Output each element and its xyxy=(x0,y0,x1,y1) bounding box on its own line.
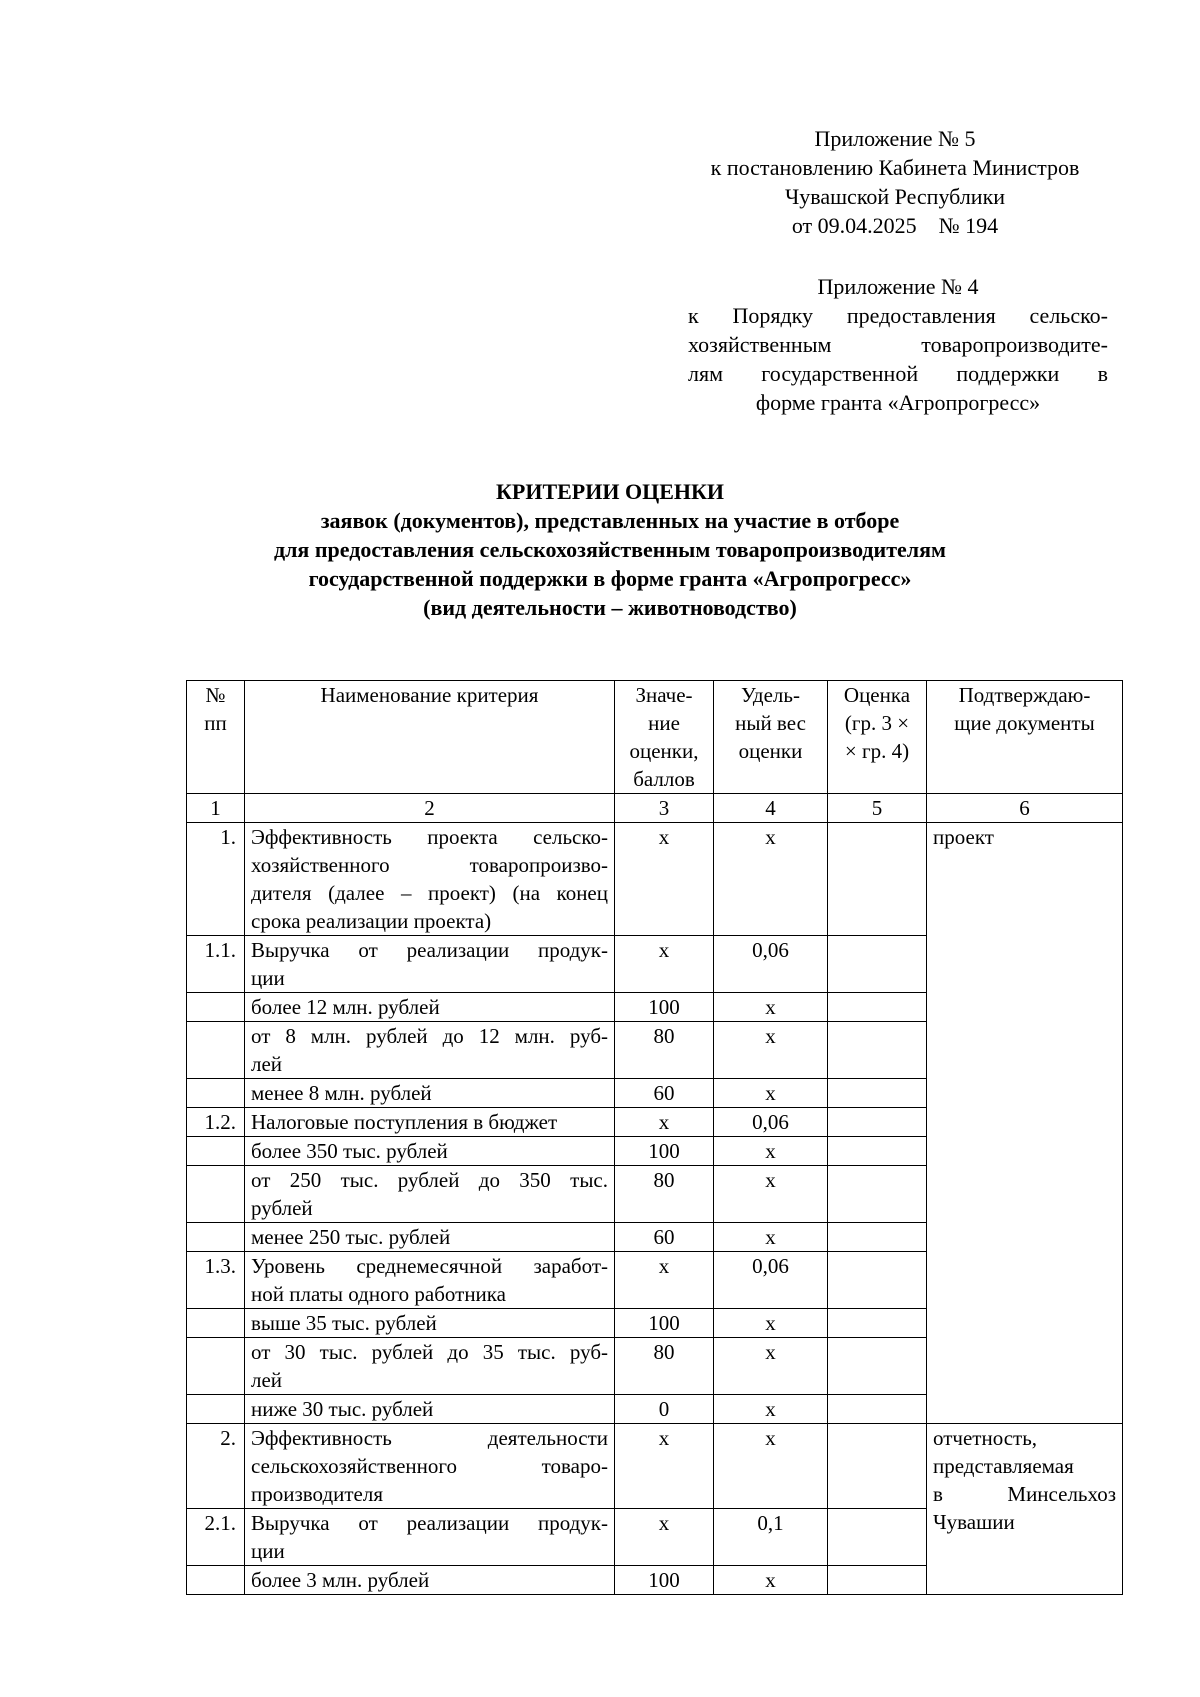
criterion-name-line: ции xyxy=(251,966,285,990)
row-number xyxy=(187,1022,245,1079)
supporting-documents-line: в Минсельхоз xyxy=(933,1482,1116,1506)
criterion-name xyxy=(245,1252,615,1309)
criterion-name xyxy=(245,1509,615,1566)
criterion-name xyxy=(245,823,615,936)
criterion-weight: 0,06 xyxy=(714,1252,828,1309)
header-text: оценки, xyxy=(629,739,699,763)
header-text: пп xyxy=(204,711,227,735)
header-text: оценки xyxy=(738,739,803,763)
appendix-4-line: хозяйственным товаропроизводите- xyxy=(688,332,1108,357)
header-text: № xyxy=(205,683,226,707)
criterion-weight: х xyxy=(714,1566,828,1595)
criterion-value: х xyxy=(615,1252,714,1309)
criterion-name-line: срока реализации проекта) xyxy=(251,909,492,933)
criterion-name-line: Эффективность проекта сельско- xyxy=(251,825,608,849)
criterion-name xyxy=(245,1223,615,1252)
criterion-name-line: лей xyxy=(251,1052,283,1076)
criterion-value: 80 xyxy=(615,1022,714,1079)
document-title xyxy=(160,477,1060,622)
criterion-value: х xyxy=(615,1424,714,1509)
row-number xyxy=(187,1137,245,1166)
criterion-name xyxy=(245,1338,615,1395)
criterion-name-line: более 12 млн. рублей xyxy=(251,995,440,1019)
header-text: (гр. 3 × xyxy=(844,711,910,735)
title-line: (вид деятельности – животноводство) xyxy=(423,595,797,620)
column-number: 6 xyxy=(927,794,1123,823)
header-text: баллов xyxy=(633,767,695,791)
criterion-name xyxy=(245,1079,615,1108)
criteria-table xyxy=(186,680,1123,1595)
header-name: Наименование критерия xyxy=(245,681,615,794)
criterion-weight: 0,1 xyxy=(714,1509,828,1566)
supporting-documents xyxy=(927,1424,1123,1595)
criterion-weight: х xyxy=(714,1424,828,1509)
criterion-weight: 0,06 xyxy=(714,936,828,993)
criterion-value: 100 xyxy=(615,1137,714,1166)
criterion-value: 100 xyxy=(615,1309,714,1338)
criterion-score xyxy=(828,1079,927,1108)
criterion-name xyxy=(245,1166,615,1223)
criterion-weight: х xyxy=(714,1022,828,1079)
criterion-value: 0 xyxy=(615,1395,714,1424)
criterion-name-line: менее 250 тыс. рублей xyxy=(251,1225,451,1249)
title-line: заявок (документов), представленных на участие в отборе xyxy=(320,508,900,533)
header-score xyxy=(828,681,927,794)
criterion-score xyxy=(828,1424,927,1509)
criterion-name-line: Уровень среднемесячной заработ- xyxy=(251,1254,608,1278)
criterion-score xyxy=(828,1338,927,1395)
supporting-documents-line: отчетность, xyxy=(933,1426,1038,1450)
row-number: 1. xyxy=(187,823,245,936)
row-number xyxy=(187,1166,245,1223)
criterion-score xyxy=(828,1137,927,1166)
appendix-4-line: к Порядку предоставления сельско- xyxy=(688,303,1108,328)
row-number xyxy=(187,1395,245,1424)
criterion-name xyxy=(245,1309,615,1338)
criterion-name xyxy=(245,1137,615,1166)
criterion-name xyxy=(245,993,615,1022)
column-number: 5 xyxy=(828,794,927,823)
column-number: 2 xyxy=(245,794,615,823)
header-value xyxy=(615,681,714,794)
column-number: 1 xyxy=(187,794,245,823)
row-number: 1.1. xyxy=(187,936,245,993)
criterion-value: 80 xyxy=(615,1338,714,1395)
criterion-name-line: от 30 тыс. рублей до 35 тыс. руб- xyxy=(251,1340,608,1364)
criterion-score xyxy=(828,1509,927,1566)
criterion-name xyxy=(245,1022,615,1079)
criterion-score xyxy=(828,936,927,993)
row-number xyxy=(187,993,245,1022)
header-text: ние xyxy=(648,711,680,735)
criterion-name-line: ции xyxy=(251,1539,285,1563)
criterion-name-line: Выручка от реализации продук- xyxy=(251,938,608,962)
criterion-value: 100 xyxy=(615,993,714,1022)
criterion-score xyxy=(828,1022,927,1079)
criterion-weight: х xyxy=(714,1395,828,1424)
criterion-weight: х xyxy=(714,1079,828,1108)
criterion-name-line: ниже 30 тыс. рублей xyxy=(251,1397,434,1421)
criterion-name xyxy=(245,1395,615,1424)
criterion-name-line: дителя (далее – проект) (на конец xyxy=(251,881,608,905)
appendix-4-line: Приложение № 4 xyxy=(817,274,979,299)
criterion-name-line: лей xyxy=(251,1368,283,1392)
criterion-weight: х xyxy=(714,993,828,1022)
row-number: 2. xyxy=(187,1424,245,1509)
criterion-name xyxy=(245,1108,615,1137)
criterion-score xyxy=(828,1309,927,1338)
criterion-value: х xyxy=(615,936,714,993)
criterion-name xyxy=(245,936,615,993)
criterion-weight: х xyxy=(714,1166,828,1223)
header-text: Значе- xyxy=(635,683,693,707)
row-number xyxy=(187,1309,245,1338)
criterion-name-line: от 8 млн. рублей до 12 млн. руб- xyxy=(251,1024,608,1048)
criterion-name-line: более 350 тыс. рублей xyxy=(251,1139,448,1163)
criterion-name xyxy=(245,1566,615,1595)
header-weight xyxy=(714,681,828,794)
criterion-score xyxy=(828,1223,927,1252)
table-row xyxy=(187,823,1123,936)
header-text: Удель- xyxy=(741,683,800,707)
row-number xyxy=(187,1566,245,1595)
criterion-weight: х xyxy=(714,1338,828,1395)
header-text: Подтверждаю- xyxy=(958,683,1091,707)
column-number-row xyxy=(187,794,1123,823)
table-row xyxy=(187,1424,1123,1509)
appendix-4-header xyxy=(688,272,1108,417)
title-line: государственной поддержки в форме гранта «Агропрогресс» xyxy=(308,566,912,591)
criterion-score xyxy=(828,1252,927,1309)
column-number: 4 xyxy=(714,794,828,823)
criterion-score xyxy=(828,1166,927,1223)
criterion-name-line: хозяйственного товаропроизво- xyxy=(251,853,608,877)
criterion-value: х xyxy=(615,1108,714,1137)
criterion-score xyxy=(828,1566,927,1595)
supporting-documents-line: Чувашии xyxy=(933,1510,1015,1534)
row-number xyxy=(187,1338,245,1395)
appendix-5-line: Чувашской Республики xyxy=(784,184,1006,209)
criterion-score xyxy=(828,823,927,936)
header-text: × гр. 4) xyxy=(844,739,910,763)
criterion-score xyxy=(828,993,927,1022)
header-num xyxy=(187,681,245,794)
criterion-name-line: от 250 тыс. рублей до 350 тыс. xyxy=(251,1168,608,1192)
header-text: ный вес xyxy=(735,711,806,735)
supporting-documents: проект xyxy=(927,823,1123,1424)
criterion-value: х xyxy=(615,1509,714,1566)
criterion-name-line: ной платы одного работника xyxy=(251,1282,507,1306)
criterion-name-line: производителя xyxy=(251,1482,383,1506)
criterion-weight: 0,06 xyxy=(714,1108,828,1137)
table-header-row xyxy=(187,681,1123,794)
criterion-value: 80 xyxy=(615,1166,714,1223)
column-number: 3 xyxy=(615,794,714,823)
criterion-value: 60 xyxy=(615,1079,714,1108)
row-number xyxy=(187,1223,245,1252)
criterion-name-line: Выручка от реализации продук- xyxy=(251,1511,608,1535)
criterion-value: 100 xyxy=(615,1566,714,1595)
header-docs xyxy=(927,681,1123,794)
row-number xyxy=(187,1079,245,1108)
criterion-name-line: более 3 млн. рублей xyxy=(251,1568,430,1592)
header-text: Оценка xyxy=(843,683,911,707)
criterion-name-line: рублей xyxy=(251,1196,313,1220)
supporting-documents-line: представляемая xyxy=(933,1454,1074,1478)
criterion-weight: х xyxy=(714,823,828,936)
criterion-weight: х xyxy=(714,1309,828,1338)
criterion-value: х xyxy=(615,823,714,936)
appendix-5-line: Приложение № 5 xyxy=(814,126,976,151)
row-number: 1.3. xyxy=(187,1252,245,1309)
criterion-score xyxy=(828,1108,927,1137)
criterion-weight: х xyxy=(714,1137,828,1166)
appendix-5-header xyxy=(660,124,1130,240)
criterion-value: 60 xyxy=(615,1223,714,1252)
criterion-name-line: Налоговые поступления в бюджет xyxy=(251,1110,558,1134)
criterion-score xyxy=(828,1395,927,1424)
criterion-name-line: менее 8 млн. рублей xyxy=(251,1081,432,1105)
criterion-name-line: Эффективность деятельности xyxy=(251,1426,608,1450)
criterion-weight: х xyxy=(714,1223,828,1252)
appendix-5-line: к постановлению Кабинета Министров xyxy=(710,155,1080,180)
title-line: КРИТЕРИИ ОЦЕНКИ xyxy=(495,479,725,504)
criterion-name xyxy=(245,1424,615,1509)
appendix-4-line: лям государственной поддержки в xyxy=(688,361,1108,386)
appendix-5-line: от 09.04.2025 № 194 xyxy=(791,213,999,238)
row-number: 1.2. xyxy=(187,1108,245,1137)
criterion-name-line: сельскохозяйственного товаро- xyxy=(251,1454,608,1478)
appendix-4-line: форме гранта «Агропрогресс» xyxy=(755,390,1041,415)
header-text: щие документы xyxy=(954,711,1095,735)
row-number: 2.1. xyxy=(187,1509,245,1566)
criterion-name-line: выше 35 тыс. рублей xyxy=(251,1311,437,1335)
title-line: для предоставления сельскохозяйственным товаропроизводителям xyxy=(273,537,947,562)
